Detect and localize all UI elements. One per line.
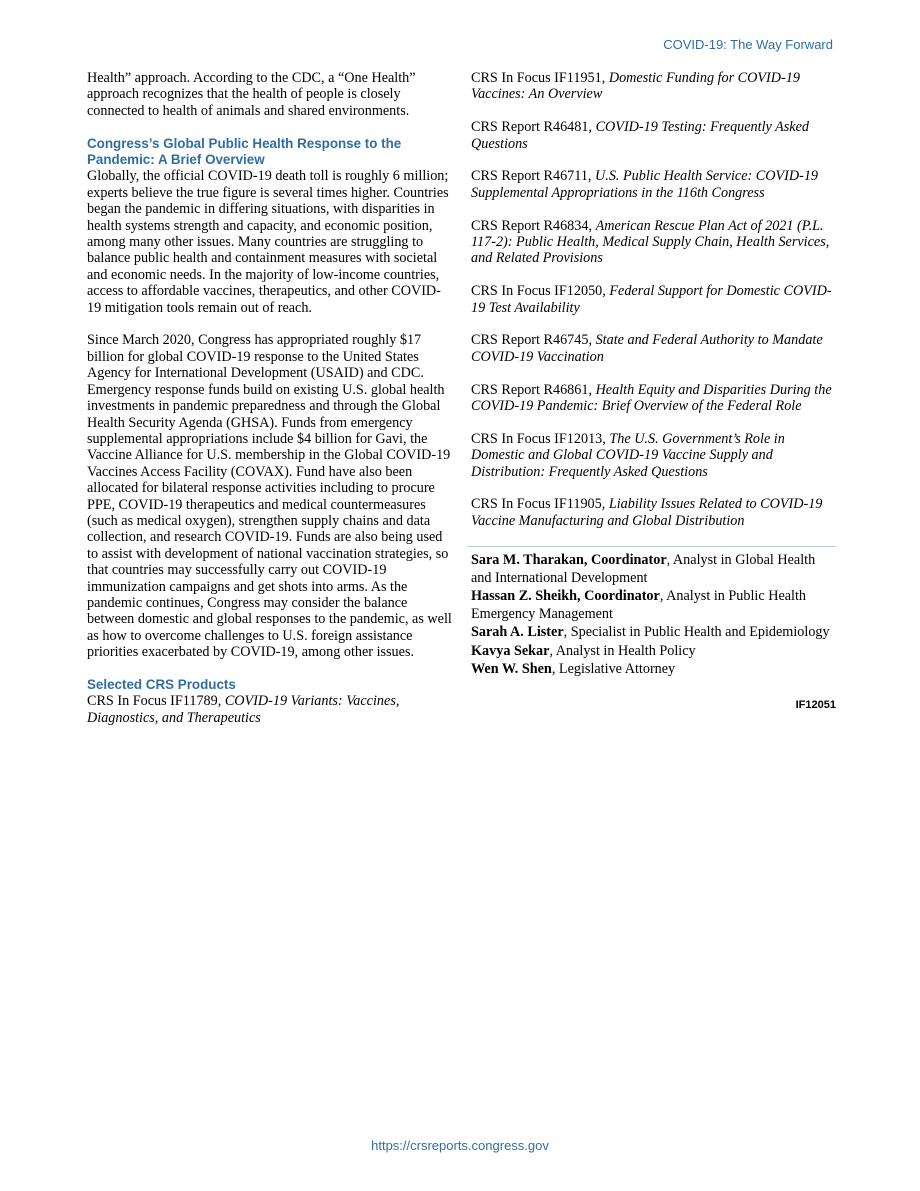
author-entry bbox=[471, 587, 836, 623]
product-prefix: CRS Report R46711, bbox=[471, 168, 596, 185]
product-prefix: CRS In Focus IF12050, bbox=[471, 283, 610, 300]
product-prefix: CRS Report R46861, bbox=[471, 381, 596, 398]
author-divider bbox=[467, 546, 836, 547]
running-header-title: COVID-19: The Way Forward bbox=[663, 37, 833, 52]
author-role: , Legislative Attorney bbox=[551, 660, 676, 677]
author-list bbox=[471, 551, 836, 678]
crs-product-item bbox=[471, 283, 836, 316]
crs-product-item bbox=[471, 496, 836, 529]
product-title: Federal Support for Domestic COVID-19 Test Availability bbox=[471, 283, 832, 316]
author-entry bbox=[471, 642, 836, 660]
section-heading-global-response: Congress’s Global Public Health Response to the Pandemic: A Brief Overview bbox=[87, 135, 402, 168]
author-name: Sara M. Tharakan, Coordinator bbox=[471, 551, 667, 568]
spacer bbox=[87, 661, 452, 677]
product-title: Liability Issues Related to COVID-19 Vaccine Manufacturing and Global Distribution bbox=[471, 496, 823, 529]
footer-url-link[interactable]: https://crsreports.congress.gov bbox=[371, 1138, 549, 1153]
intro-paragraph: Health” approach. According to the CDC, a “One Health” approach recognizes that the health of people is closely connected to health of animals and shared environments. bbox=[87, 70, 416, 119]
global-response-paragraph-1: Globally, the official COVID-19 death toll is roughly 6 million; experts believe the true figure is several times higher. Countries began the pandemic in differing situations, with disparities in health systems strength and capacity, and economic position, among many other issues. Many countries are struggling to balance public health and containment measures with societal and economic needs. In the majority of low-income countries, access to affordable vaccines, therapeutics, and other COVID-19 mitigation tools remain out of reach. bbox=[87, 168, 449, 316]
author-entry bbox=[471, 551, 836, 587]
crs-product-item bbox=[471, 382, 836, 415]
crs-product-item bbox=[471, 431, 836, 480]
product-title: Health Equity and Disparities During the COVID-19 Pandemic: Brief Overview of the Federal Role bbox=[471, 381, 832, 415]
crs-products-list bbox=[471, 70, 836, 529]
spacer bbox=[87, 119, 452, 135]
crs-product-item bbox=[87, 693, 452, 726]
product-title: COVID-19 Testing: Frequently Asked Questions bbox=[471, 119, 809, 152]
author-name: Wen W. Shen bbox=[471, 660, 552, 677]
product-title: U.S. Public Health Service: COVID-19 Supplemental Appropriations in the 116th Congress bbox=[471, 168, 819, 201]
author-name: Sarah A. Lister bbox=[471, 624, 564, 641]
product-title: Domestic Funding for COVID-19 Vaccines: An Overview bbox=[471, 70, 800, 103]
product-title: The U.S. Government’s Role in Domestic and Global COVID-19 Vaccine Supply and Distribution: Frequently Asked Questions bbox=[471, 430, 785, 480]
product-prefix: CRS In Focus IF12013, bbox=[471, 430, 610, 447]
product-prefix: CRS Report R46834, bbox=[471, 217, 596, 234]
crs-product-item bbox=[471, 218, 836, 267]
author-name: Hassan Z. Sheikh, Coordinator bbox=[471, 588, 660, 605]
crs-product-item bbox=[471, 168, 836, 201]
author-role: , Specialist in Public Health and Epidemiology bbox=[563, 624, 830, 641]
product-prefix: CRS In Focus IF11951, bbox=[471, 70, 609, 86]
global-response-paragraph-2: Since March 2020, Congress has appropriated roughly $17 billion for global COVID-19 response to the United States Agency for International Development (USAID) and CDC. Emergency response funds build on existing U.S. global health investments in pandemic preparedness and through the Global Health Security Agenda (GHSA). Funds from emergency supplemental appropriations include $4 billion for Gavi, the Vaccine Alliance for U.S. membership in the Global COVID-19 Vaccines Access Facility (COVAX). Fund have also been allocated for bilateral response activities including to procure PPE, COVID-19 therapeutics and medical countermeasures (such as medical oxygen), strengthen supply chains and data collection, and research COVID-19. Funds are also being used to assist with development of national vaccination strategies, so that countries may successfully carry out COVID-19 immunization campaigns and get shots into arms. As the pandemic continues, Congress may consider the balance between domestic and global responses to the pandemic, as well as how to overcome challenges to U.S. foreign assistance priorities exacerbated by COVID-19, among other issues. bbox=[87, 332, 452, 661]
product-prefix: CRS Report R46745, bbox=[471, 332, 596, 349]
product-title: COVID-19 Variants: Vaccines, Diagnostics, and Therapeutics bbox=[87, 693, 400, 726]
product-title: American Rescue Plan Act of 2021 (P.L. 117-2): Public Health, Medical Supply Chain, Health Services, and Related Provisions bbox=[471, 217, 830, 267]
left-column bbox=[87, 70, 452, 726]
document-id: IF12051 bbox=[795, 699, 836, 712]
right-column bbox=[471, 70, 836, 713]
spacer bbox=[87, 316, 452, 332]
section-heading-crs-products: Selected CRS Products bbox=[87, 676, 236, 692]
product-prefix: CRS Report R46481, bbox=[471, 119, 596, 136]
product-prefix: CRS In Focus IF11905, bbox=[471, 496, 609, 513]
author-entry bbox=[471, 660, 836, 678]
author-name: Kavya Sekar bbox=[471, 642, 550, 659]
product-prefix: CRS In Focus IF11789, bbox=[87, 693, 225, 710]
author-role: , Analyst in Public Health Emergency Management bbox=[471, 588, 807, 623]
author-entry bbox=[471, 623, 836, 641]
crs-product-item bbox=[471, 332, 836, 365]
product-title: State and Federal Authority to Mandate COVID-19 Vaccination bbox=[471, 332, 823, 365]
author-role: , Analyst in Health Policy bbox=[549, 642, 696, 659]
crs-product-item bbox=[471, 119, 836, 152]
author-role: , Analyst in Global Health and International Development bbox=[471, 551, 816, 586]
crs-product-item bbox=[471, 70, 836, 103]
